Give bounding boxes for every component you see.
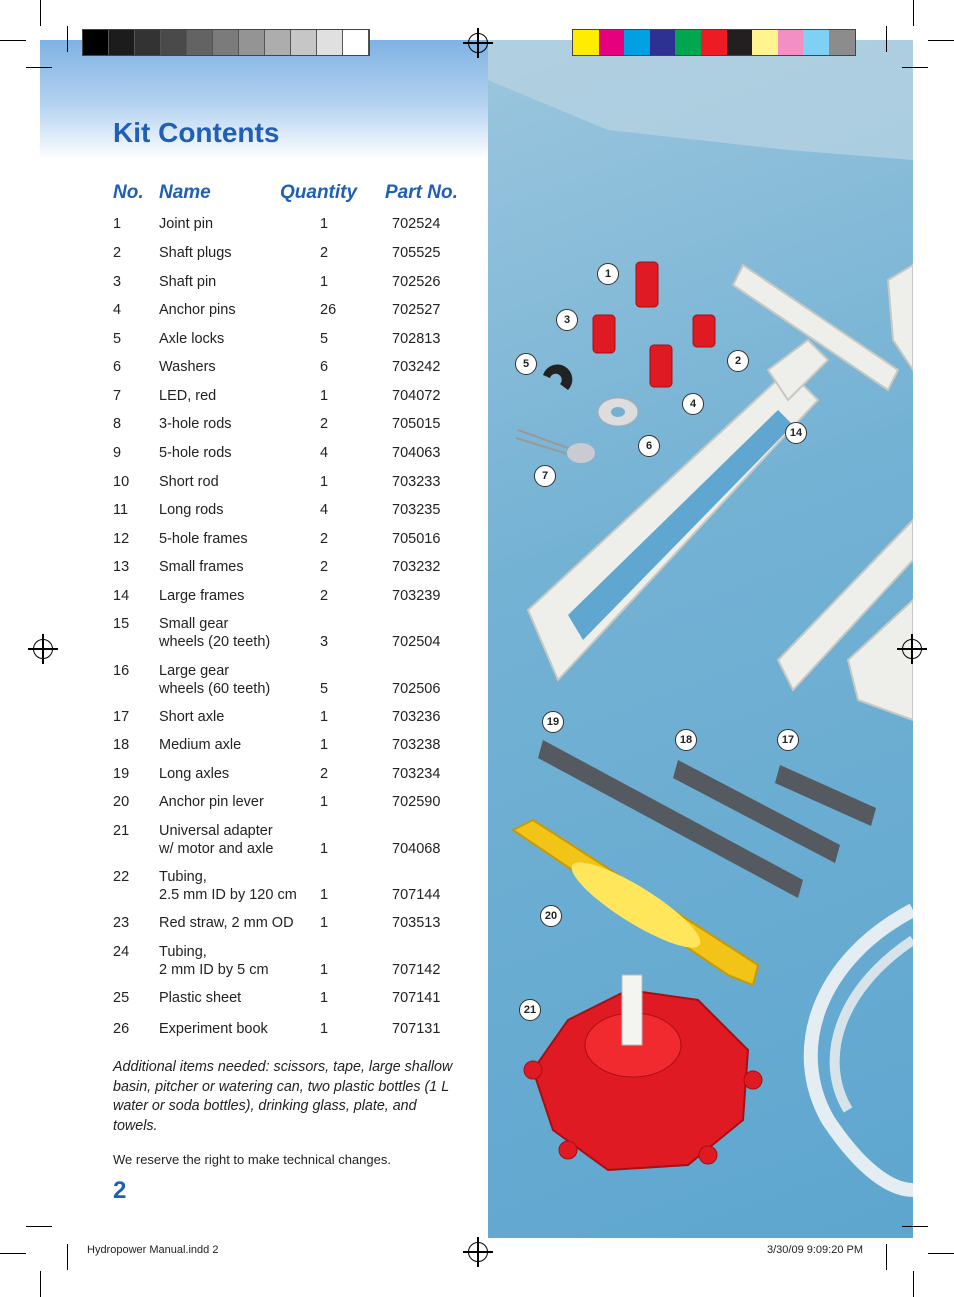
item-name: Anchor pins [159,302,236,318]
item-name: Plastic sheet [159,990,242,1006]
item-name: Red straw, 2 mm OD [159,915,294,931]
item-part-number: 703238 [392,737,441,753]
item-name: Long axles [159,766,230,782]
item-part-number: 702590 [392,794,441,810]
item-number: 10 [113,474,130,490]
item-name-line2: w/ motor and axle [159,841,274,857]
disclaimer: We reserve the right to make technical changes. [113,1152,391,1167]
color-swatch [752,30,778,55]
item-name: 5-hole frames [159,531,248,547]
item-name: Tubing, [159,944,207,960]
color-swatch [675,30,701,55]
item-quantity: 26 [320,302,337,318]
callout-4: 4 [682,393,704,415]
item-name: Small frames [159,559,244,575]
item-name-line2: wheels (20 teeth) [159,634,271,650]
crop-mark [886,26,887,52]
callout-18: 18 [675,729,697,751]
item-part-number: 707142 [392,962,441,978]
item-quantity: 4 [320,445,329,461]
item-part-number: 702524 [392,216,441,232]
item-part-number: 702506 [392,681,441,697]
callout-7: 7 [534,465,556,487]
item-part-number: 703239 [392,588,441,604]
header-name: Name [159,182,211,203]
item-quantity: 1 [320,388,329,404]
crop-mark [40,1271,41,1297]
callout-5: 5 [515,353,537,375]
item-part-number: 703232 [392,559,441,575]
item-name-line2: wheels (60 teeth) [159,681,271,697]
item-number: 17 [113,709,130,725]
crop-mark [67,1244,68,1270]
item-quantity: 1 [320,709,329,725]
item-part-number: 704063 [392,445,441,461]
header-no: No. [113,182,144,203]
color-swatch [727,30,753,55]
item-part-number: 705016 [392,531,441,547]
additional-items-note: Additional items needed: scissors, tape, large shallow basin, pitcher or watering can, two plastic bottles (1 L water or soda bottles), drinking glass, plate, and towels. [113,1059,453,1134]
color-swatch [573,30,599,55]
item-quantity: 1 [320,274,329,290]
gray-swatch [83,30,109,55]
item-number: 21 [113,823,130,839]
item-number: 13 [113,559,130,575]
item-number: 7 [113,388,122,404]
item-name: Large frames [159,588,245,604]
item-number: 12 [113,531,130,547]
header-quantity: Quantity [280,182,358,203]
item-number: 23 [113,915,130,931]
crop-mark [26,67,52,68]
item-number: 18 [113,737,130,753]
item-name: Small gear [159,616,229,632]
callout-2: 2 [727,350,749,372]
item-quantity: 2 [320,766,329,782]
led-part [516,430,595,463]
item-quantity: 1 [320,737,329,753]
item-number: 22 [113,869,130,885]
crop-mark [913,1271,914,1297]
item-number: 5 [113,331,122,347]
callout-19: 19 [542,711,564,733]
item-number: 25 [113,990,130,1006]
item-part-number: 702527 [392,302,441,318]
item-number: 24 [113,944,130,960]
item-name: Long rods [159,502,224,518]
registration-mark-left [33,639,53,659]
item-number: 8 [113,416,122,432]
item-part-number: 707141 [392,990,441,1006]
item-name: Anchor pin lever [159,794,264,810]
item-name: Tubing, [159,869,207,885]
item-quantity: 2 [320,559,329,575]
item-quantity: 2 [320,416,329,432]
item-quantity: 1 [320,474,329,490]
item-quantity: 1 [320,1021,329,1037]
item-part-number: 707131 [392,1021,441,1037]
color-swatch [701,30,727,55]
callout-1: 1 [597,263,619,285]
gray-swatch [109,30,135,55]
callout-14: 14 [785,422,807,444]
item-part-number: 703235 [392,502,441,518]
table-header [113,182,493,208]
item-quantity: 3 [320,634,329,650]
item-name: Large gear [159,663,230,679]
item-name: Shaft pin [159,274,217,290]
item-quantity: 2 [320,531,329,547]
item-part-number: 702813 [392,331,441,347]
parts-illustration [488,40,913,1238]
item-part-number: 703234 [392,766,441,782]
universal-adapter [524,975,762,1170]
item-quantity: 4 [320,502,329,518]
crop-mark [26,1226,52,1227]
color-swatch [599,30,625,55]
item-number: 20 [113,794,130,810]
item-number: 11 [113,502,129,518]
callout-3: 3 [556,309,578,331]
item-quantity: 1 [320,915,329,931]
item-name: Medium axle [159,737,242,753]
gray-swatch [187,30,213,55]
item-name: Shaft plugs [159,245,232,261]
gray-swatch [135,30,161,55]
page-number: 2 [113,1177,127,1204]
callout-20: 20 [540,905,562,927]
callout-21: 21 [519,999,541,1021]
crop-mark [0,40,26,41]
item-quantity: 1 [320,794,329,810]
item-number: 26 [113,1021,130,1037]
gray-swatch [161,30,187,55]
item-number: 3 [113,274,122,290]
item-number: 15 [113,616,130,632]
item-name: Washers [159,359,216,375]
item-number: 6 [113,359,122,375]
item-number: 16 [113,663,130,679]
kit-parts-photo [488,40,913,1238]
crop-mark [886,1244,887,1270]
gray-swatch [213,30,239,55]
grayscale-calibration-bar [82,29,370,56]
item-part-number: 702526 [392,274,441,290]
item-quantity: 1 [320,990,329,1006]
item-number: 14 [113,588,130,604]
item-quantity: 5 [320,331,329,347]
gray-swatch [239,30,265,55]
gray-swatch [265,30,291,55]
crop-mark [67,26,68,52]
item-name: Short rod [159,474,219,490]
color-swatch [778,30,804,55]
item-quantity: 1 [320,887,329,903]
color-swatch [624,30,650,55]
gray-swatch [317,30,343,55]
item-number: 19 [113,766,130,782]
item-part-number: 707144 [392,887,441,903]
registration-mark-right [902,639,922,659]
item-part-number: 704072 [392,388,441,404]
crop-mark [902,67,928,68]
header-part-no: Part No. [385,182,458,203]
item-number: 9 [113,445,122,461]
gray-swatch [343,30,369,55]
crop-mark [913,0,914,26]
item-number: 1 [113,216,122,232]
page-title: Kit Contents [113,117,280,148]
slug-file-name: Hydropower Manual.indd 2 [87,1244,219,1256]
item-part-number: 703233 [392,474,441,490]
item-part-number: 704068 [392,841,441,857]
color-swatch [650,30,676,55]
registration-mark-bottom [468,1242,488,1262]
item-number: 2 [113,245,122,261]
crop-mark [40,0,41,26]
item-name: Experiment book [159,1021,268,1037]
color-swatch [803,30,829,55]
item-quantity: 2 [320,588,329,604]
item-quantity: 1 [320,841,329,857]
item-name-line2: 2.5 mm ID by 120 cm [159,887,297,903]
crop-mark [902,1226,928,1227]
item-quantity: 6 [320,359,329,375]
color-calibration-bar [572,29,856,56]
item-quantity: 5 [320,681,329,697]
item-part-number: 705015 [392,416,441,432]
item-name: Joint pin [159,216,214,232]
item-part-number: 705525 [392,245,441,261]
item-name: Axle locks [159,331,225,347]
item-part-number: 703236 [392,709,441,725]
item-name: LED, red [159,388,217,404]
item-name: Universal adapter [159,823,273,839]
item-part-number: 703242 [392,359,441,375]
item-name: 5-hole rods [159,445,232,461]
item-part-number: 703513 [392,915,441,931]
item-quantity: 2 [320,245,329,261]
crop-mark [928,1253,954,1254]
item-name: Short axle [159,709,225,725]
item-name: 3-hole rods [159,416,232,432]
callout-6: 6 [638,435,660,457]
gray-swatch [291,30,317,55]
item-quantity: 1 [320,962,329,978]
crop-mark [928,40,954,41]
item-name-line2: 2 mm ID by 5 cm [159,962,269,978]
callout-17: 17 [777,729,799,751]
color-swatch [829,30,855,55]
item-part-number: 702504 [392,634,441,650]
item-number: 4 [113,302,122,318]
item-quantity: 1 [320,216,329,232]
crop-mark [0,1253,26,1254]
registration-mark-top [468,33,488,53]
slug-date: 3/30/09 9:09:20 PM [767,1244,864,1256]
